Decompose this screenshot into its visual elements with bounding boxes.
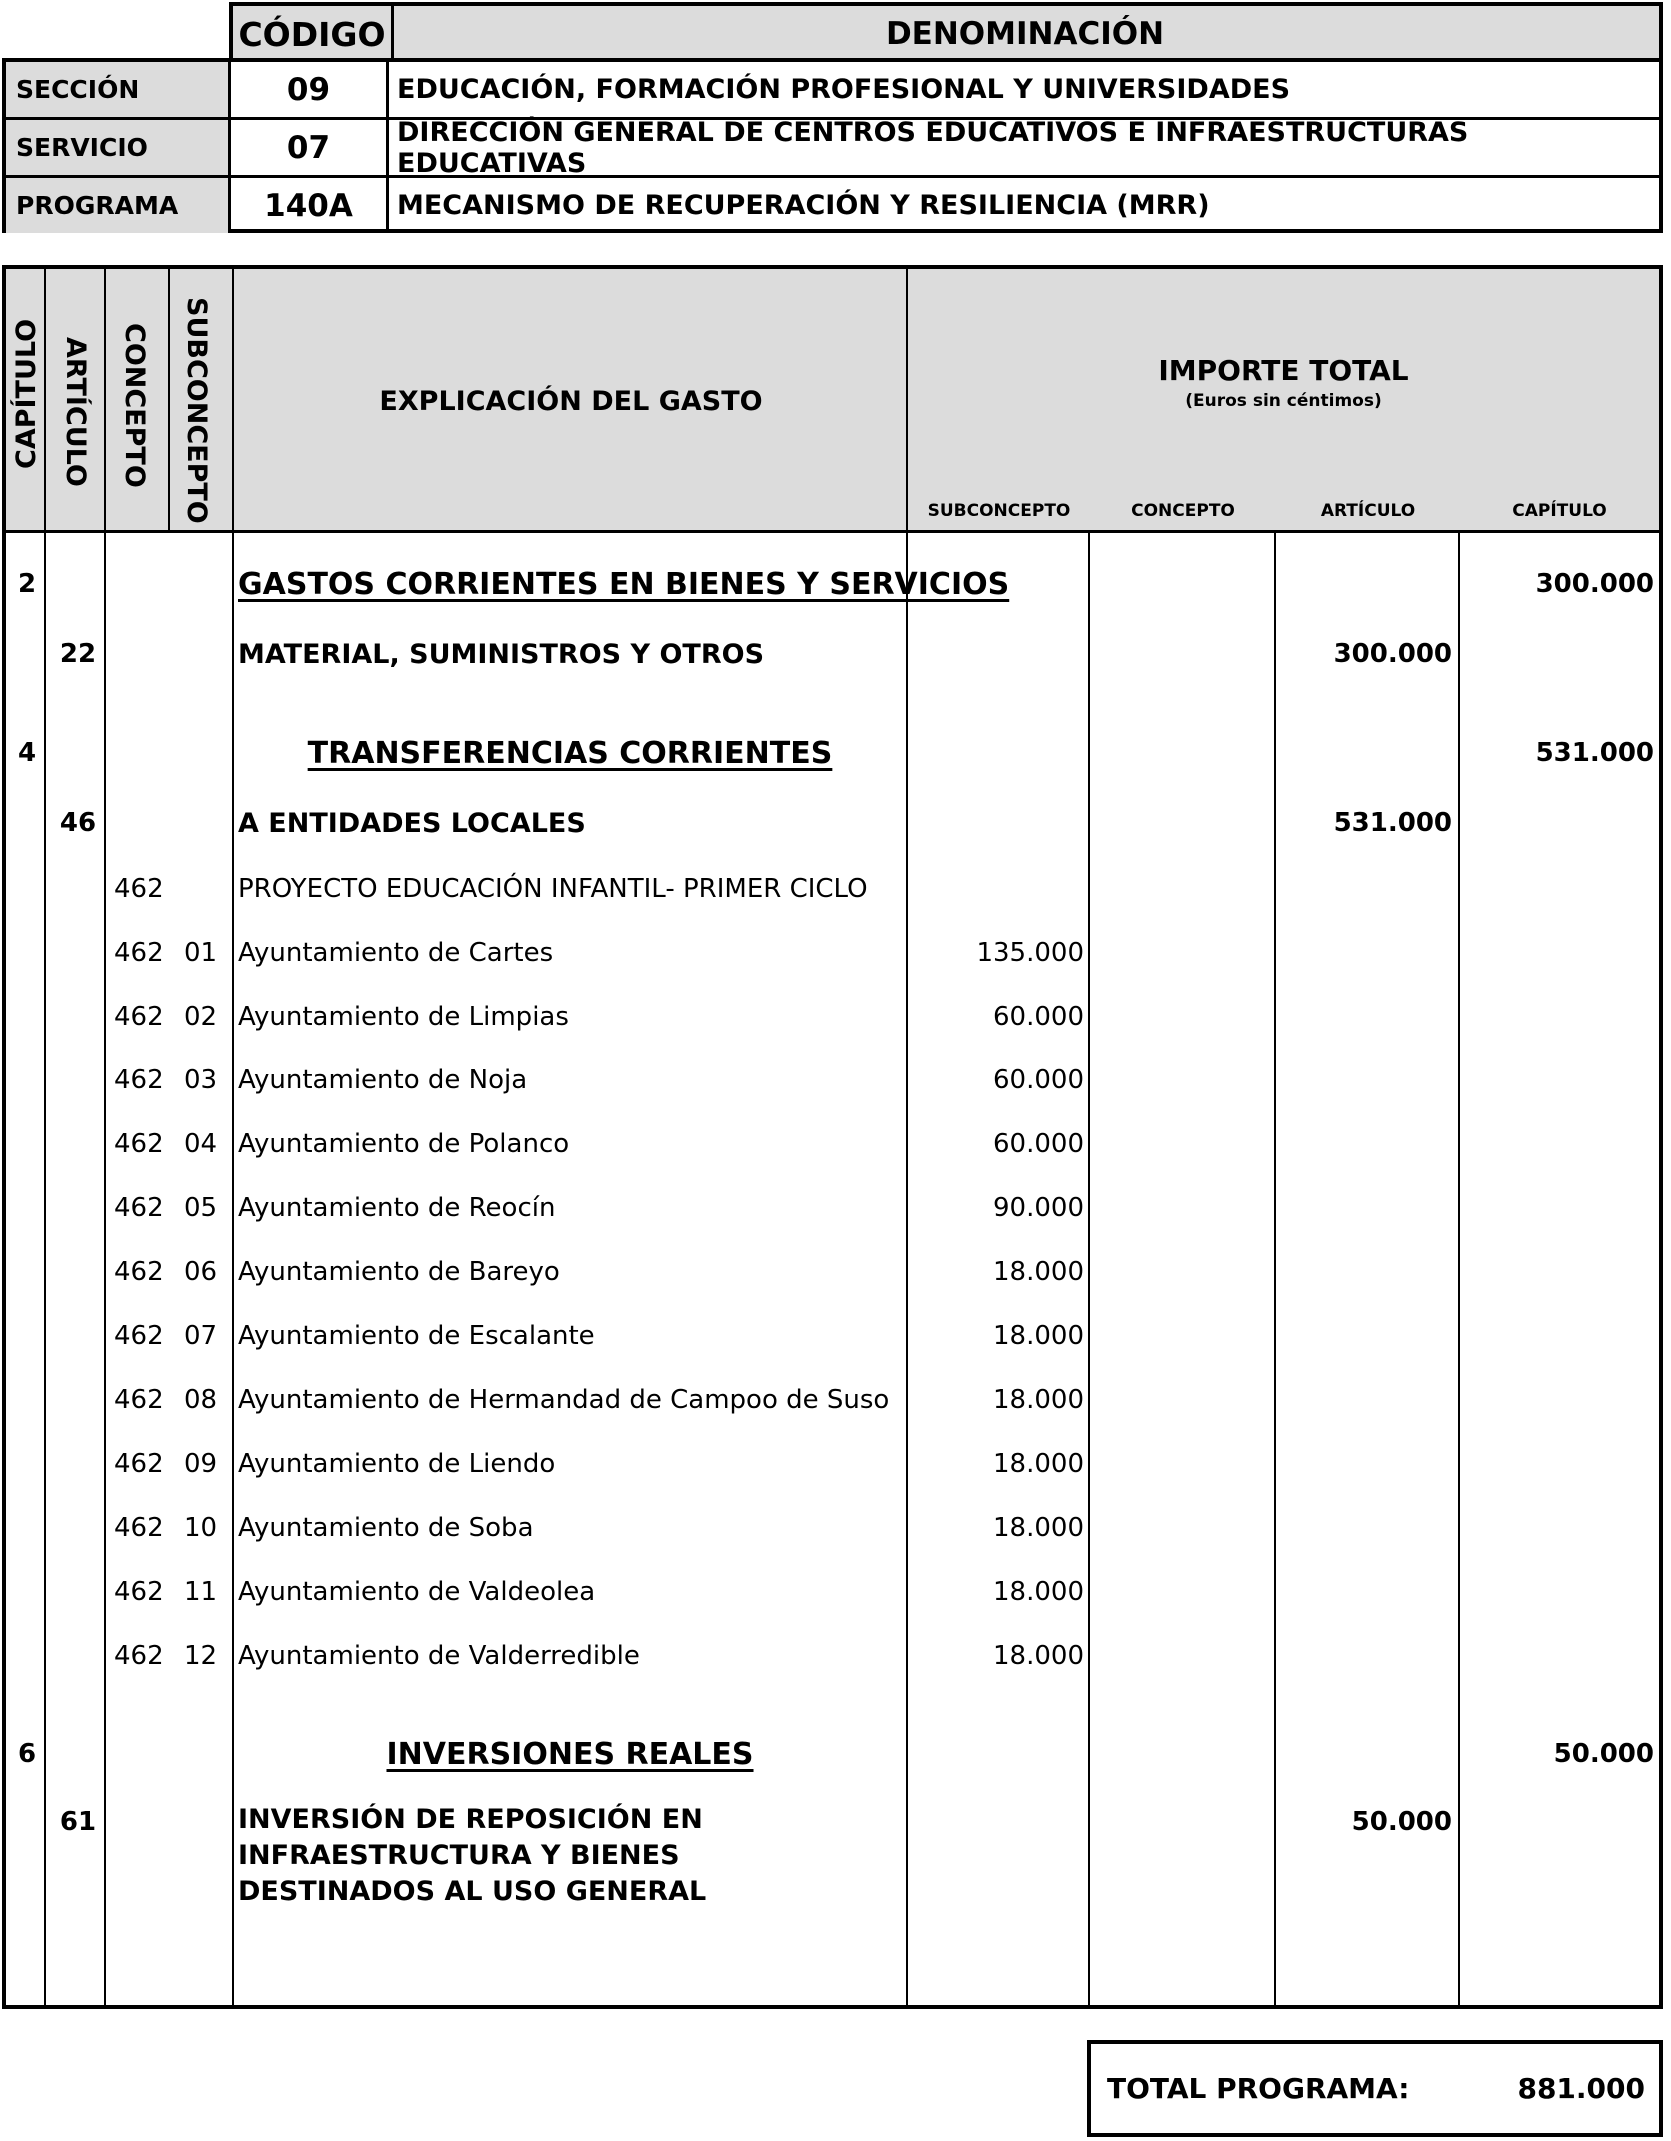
- programa-row: [6, 175, 1659, 233]
- subconcepto-amount: 18.000: [993, 1577, 1084, 1607]
- seccion-name: EDUCACIÓN, FORMACIÓN PROFESIONAL Y UNIVERSIDADES: [397, 74, 1291, 105]
- subconcepto-code: 01: [184, 938, 218, 968]
- subconcepto-code: 04: [184, 1129, 218, 1159]
- row-explanation: Ayuntamiento de Noja: [238, 1065, 528, 1095]
- articulo-heading: ARTÍCULO: [60, 337, 91, 487]
- total-label: TOTAL PROGRAMA:: [1107, 2072, 1410, 2105]
- subconcepto-code: 06: [184, 1257, 218, 1287]
- subconcepto-amount: 18.000: [993, 1385, 1084, 1415]
- seccion-code: 09: [231, 62, 389, 117]
- articulo-amount: 531.000: [1333, 808, 1452, 838]
- subconcepto-amount: 18.000: [993, 1321, 1084, 1351]
- servicio-name: DIRECCIÓN GENERAL DE CENTROS EDUCATIVOS E INFRAESTRUCTURAS EDUCATIVAS: [397, 116, 1469, 179]
- subconcepto-amount: 18.000: [993, 1257, 1084, 1287]
- row-explanation: Ayuntamiento de Limpias: [238, 1002, 569, 1032]
- subconcepto-code: 12: [184, 1641, 218, 1671]
- header-column-titles: [229, 2, 1663, 62]
- subconcepto-amount: 18.000: [993, 1449, 1084, 1479]
- concepto-code: 462: [114, 1257, 164, 1287]
- explicacion-heading: EXPLICACIÓN DEL GASTO: [379, 385, 763, 417]
- row-explanation: INVERSIONES REALES: [386, 1737, 754, 1772]
- servicio-code: 07: [231, 120, 389, 175]
- concepto-heading: CONCEPTO: [119, 323, 150, 488]
- row-explanation: Ayuntamiento de Hermandad de Campoo de Suso: [238, 1385, 890, 1415]
- servicio-row: [6, 116, 1659, 179]
- programa-code: 140A: [231, 178, 389, 233]
- total-programa-box: [1087, 2040, 1663, 2137]
- subconcepto-amount: 18.000: [993, 1641, 1084, 1671]
- seccion-label: SECCIÓN: [6, 62, 231, 117]
- concepto-code: 462: [114, 874, 164, 904]
- capitulo-amount: 531.000: [1535, 738, 1654, 768]
- articulo-amount: 300.000: [1333, 639, 1452, 669]
- subconcepto-code: 05: [184, 1193, 218, 1223]
- concepto-code: 462: [114, 1065, 164, 1095]
- subconcepto-amount: 60.000: [993, 1129, 1084, 1159]
- total-value: 881.000: [1517, 2072, 1645, 2105]
- row-explanation: TRANSFERENCIAS CORRIENTES: [307, 736, 833, 771]
- subconcepto-amount: 60.000: [993, 1002, 1084, 1032]
- subconcepto-amount: 90.000: [993, 1193, 1084, 1223]
- capitulo-heading: CAPÍTULO: [11, 318, 42, 469]
- codigo-heading: CÓDIGO: [233, 6, 394, 62]
- capitulo-amount: 300.000: [1535, 569, 1654, 599]
- subconcepto-amount: 18.000: [993, 1513, 1084, 1543]
- row-explanation: Ayuntamiento de Soba: [238, 1513, 534, 1543]
- row-explanation: Ayuntamiento de Escalante: [238, 1321, 595, 1351]
- budget-table: [2, 265, 1663, 2009]
- articulo-code: 22: [59, 639, 97, 669]
- capitulo-code: 6: [18, 1739, 37, 1769]
- subconcepto-code: 08: [184, 1385, 218, 1415]
- denominacion-heading: DENOMINACIÓN: [885, 16, 1165, 52]
- subconcepto-code: 07: [184, 1321, 218, 1351]
- row-explanation: PROYECTO EDUCACIÓN INFANTIL- PRIMER CICLO: [238, 874, 868, 904]
- capitulo-amount: 50.000: [1553, 1739, 1654, 1769]
- subconcepto-heading: SUBCONCEPTO: [181, 297, 212, 524]
- concepto-code: 462: [114, 1002, 164, 1032]
- concepto-code: 462: [114, 1193, 164, 1223]
- concepto-code: 462: [114, 1129, 164, 1159]
- servicio-label: SERVICIO: [6, 120, 231, 175]
- subconcepto-amount: 135.000: [976, 938, 1084, 968]
- importe-total-heading: IMPORTE TOTAL: [1158, 354, 1409, 387]
- header-classification: [2, 58, 1663, 233]
- concepto-code: 462: [114, 938, 164, 968]
- concepto-code: 462: [114, 1385, 164, 1415]
- articulo-amount: 50.000: [1351, 1807, 1452, 1837]
- importe-note: (Euros sin céntimos): [1185, 391, 1382, 411]
- concepto-code: 462: [114, 1449, 164, 1479]
- concepto-code: 462: [114, 1321, 164, 1351]
- row-explanation: MATERIAL, SUMINISTROS Y OTROS: [238, 639, 765, 670]
- subconcepto-amount: 60.000: [993, 1065, 1084, 1095]
- subconcepto-code: 11: [184, 1577, 218, 1607]
- row-explanation: Ayuntamiento de Liendo: [238, 1449, 556, 1479]
- programa-name: MECANISMO DE RECUPERACIÓN Y RESILIENCIA (MRR): [397, 190, 1210, 221]
- row-explanation: Ayuntamiento de Polanco: [238, 1129, 570, 1159]
- seccion-row: [6, 62, 1659, 117]
- row-explanation: Ayuntamiento de Cartes: [238, 938, 554, 968]
- subconcepto-code: 02: [184, 1002, 218, 1032]
- concepto-code: 462: [114, 1577, 164, 1607]
- row-explanation: A ENTIDADES LOCALES: [238, 808, 586, 839]
- capitulo-code: 2: [18, 569, 37, 599]
- articulo-col-heading: ARTÍCULO: [1320, 501, 1416, 521]
- articulo-code: 61: [59, 1807, 97, 1837]
- row-explanation: GASTOS CORRIENTES EN BIENES Y SERVICIOS: [238, 567, 1010, 602]
- concepto-code: 462: [114, 1641, 164, 1671]
- row-explanation: Ayuntamiento de Bareyo: [238, 1257, 560, 1287]
- programa-label: PROGRAMA: [6, 178, 231, 233]
- subconcepto-col-heading: SUBCONCEPTO: [927, 501, 1071, 521]
- concepto-col-heading: CONCEPTO: [1131, 501, 1235, 521]
- row-explanation: Ayuntamiento de Valdeolea: [238, 1577, 596, 1607]
- articulo-code: 46: [59, 808, 97, 838]
- concepto-code: 462: [114, 1513, 164, 1543]
- row-explanation: INVERSIÓN DE REPOSICIÓN EN INFRAESTRUCTURA Y BIENES DESTINADOS AL USO GENERAL: [238, 1804, 707, 1907]
- row-explanation: Ayuntamiento de Valderredible: [238, 1641, 640, 1671]
- subconcepto-code: 03: [184, 1065, 218, 1095]
- subconcepto-code: 10: [184, 1513, 218, 1543]
- row-explanation: Ayuntamiento de Reocín: [238, 1193, 556, 1223]
- subconcepto-code: 09: [184, 1449, 218, 1479]
- capitulo-col-heading: CAPÍTULO: [1512, 501, 1607, 521]
- capitulo-code: 4: [18, 738, 37, 768]
